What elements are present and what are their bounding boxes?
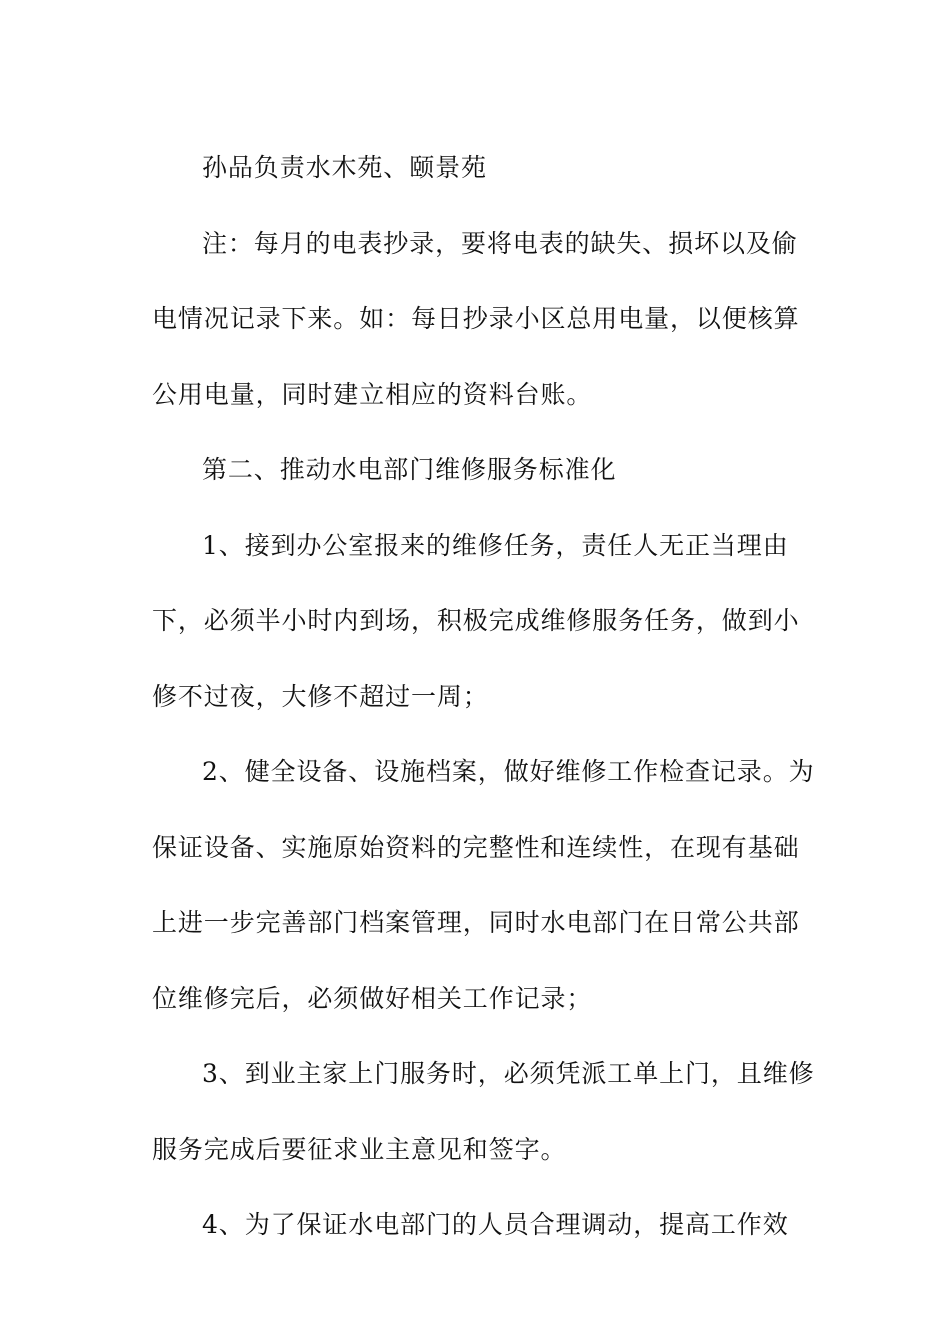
text-line: 修不过夜，大修不超过一周； [152,681,489,711]
text-line: 2、健全设备、设施档案，做好维修工作检查记录。为 [202,757,815,786]
text-line: 下，必须半小时内到场，积极完成维修服务任务，做到小 [152,606,800,635]
text-line: 注：每月的电表抄录，要将电表的缺失、损坏以及偷 [202,228,798,258]
paragraph-item-2 [152,734,815,1036]
text-line: 保证设备、实施原始资料的完整性和连续性，在现有基础 [152,832,800,862]
text-line: 公用电量，同时建立相应的资料台账。 [152,379,593,409]
document-body [152,130,815,1263]
paragraph-item-4 [152,1187,812,1263]
section-heading [152,432,812,508]
text-line: 上进一步完善部门档案管理，同时水电部门在日常公共部 [152,908,800,937]
text-line: 位维修完后，必须做好相关工作记录； [152,983,593,1013]
text-line: 孙品负责水木苑、颐景苑 [202,153,487,182]
paragraph-assignment [152,130,812,206]
text-line: 4、为了保证水电部门的人员合理调动，提高工作效 [202,1210,789,1239]
paragraph-item-3 [152,1036,815,1187]
text-line: 服务完成后要征求业主意见和签字。 [152,1134,567,1164]
text-line: 1、接到办公室报来的维修任务，责任人无正当理由 [202,530,789,560]
text-line: 第二、推动水电部门维修服务标准化 [202,455,617,484]
paragraph-item-1 [152,508,812,735]
paragraph-note [152,206,812,433]
text-line: 电情况记录下来。如：每日抄录小区总用电量，以便核算 [152,304,800,333]
text-line: 3、到业主家上门服务时，必须凭派工单上门，且维修 [202,1059,815,1088]
